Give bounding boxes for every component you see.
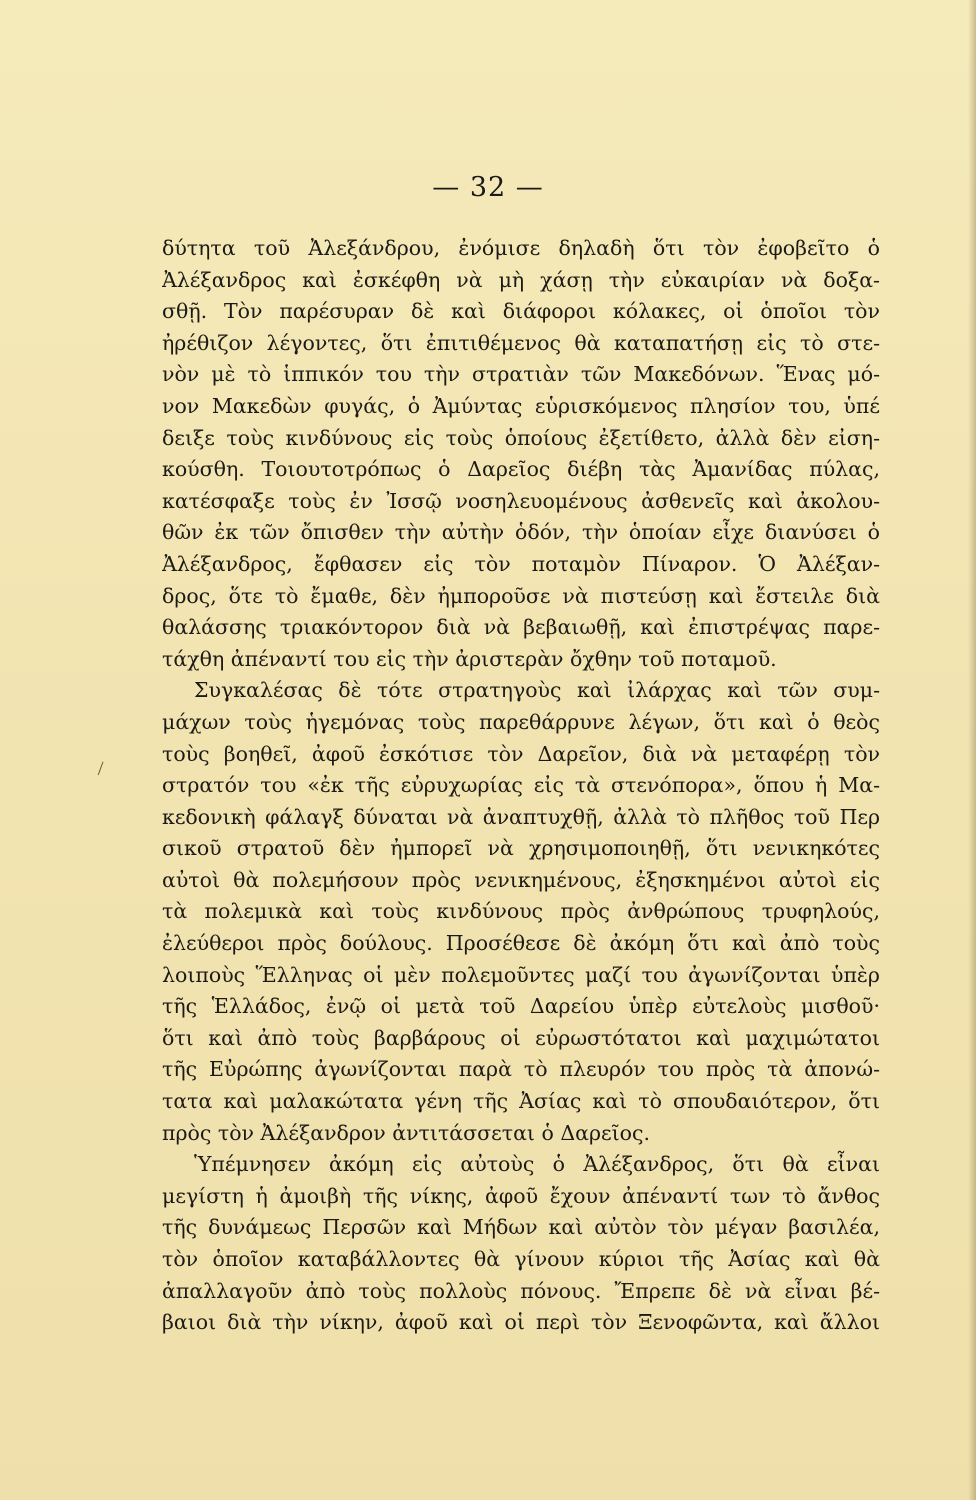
text-line: θαλάσσης τριακόντορον διὰ νὰ βεβαιωθῇ, καὶ ἐπιστρέψας παρε- — [162, 615, 880, 640]
text-line: πρὸς τὸν Ἀλέξανδρον ἀντιτάσσεται ὁ Δαρεῖος. — [162, 1120, 651, 1145]
margin-pencil-mark — [98, 762, 107, 777]
text-line: κατέσφαξε τοὺς ἐν Ἰσσῷ νοσηλευομένους ἀσθενεῖς καὶ ἀκολου- — [162, 488, 880, 513]
page-edge-shadow — [968, 0, 976, 1500]
text-line: μάχων τοὺς ἡγεμόνας τοὺς παρεθάρρυνε λέγων, ὅτι καὶ ὁ θεὸς — [162, 709, 880, 734]
text-line: θῶν ἐκ τῶν ὄπισθεν τὴν αὐτὴν ὁδόν, τὴν ὁποίαν εἶχε διανύσει ὁ — [162, 520, 880, 545]
text-line: νον Μακεδὼν φυγάς, ὁ Ἀμύντας εὑρισκόμενος πλησίον του, ὑπέ — [162, 393, 880, 418]
text-line: τῆς Εὐρώπης ἀγωνίζονται παρὰ τὸ πλευρόν του πρὸς τὰ ἀπονώ- — [162, 1057, 880, 1082]
text-line: στρατόν του «ἐκ τῆς εὐρυχωρίας εἰς τὰ στενόπορα», ὅπου ἡ Μα- — [162, 773, 880, 798]
text-line: νὸν μὲ τὸ ἱππικόν του τὴν στρατιὰν τῶν Μακεδόνων. Ἕνας μό- — [162, 362, 880, 387]
text-line: ἀπαλλαγοῦν ἀπὸ τοὺς πολλοὺς πόνους. Ἔπρεπε δὲ νὰ εἶναι βέ- — [162, 1278, 880, 1303]
text-line: τῆς Ἑλλάδος, ἐνῷ οἱ μετὰ τοῦ Δαρείου ὑπὲρ εὐτελοὺς μισθοῦ· — [162, 994, 880, 1019]
text-line: ἠρέθιζον λέγοντες, ὅτι ἐπιτιθέμενος θὰ καταπατήσῃ εἰς τὸ στε- — [162, 330, 880, 355]
text-line: κούσθη. Τοιουτοτρόπως ὁ Δαρεῖος διέβη τὰς Ἀμανίδας πύλας, — [162, 457, 880, 482]
text-line: τὰ πολεμικὰ καὶ τοὺς κινδύνους πρὸς ἀνθρώπους τρυφηλούς, — [162, 899, 880, 924]
text-line: λοιποὺς Ἕλληνας οἱ μὲν πολεμοῦντες μαζί του ἀγωνίζονται ὑπὲρ — [162, 962, 880, 987]
text-line: τοὺς βοηθεῖ, ἀφοῦ ἐσκότισε τὸν Δαρεῖον, διὰ νὰ μεταφέρῃ τὸν — [162, 741, 880, 766]
text-line: τατα καὶ μαλακώτατα γένη τῆς Ἀσίας καὶ τὸ σπουδαιότερον, ὅτι — [162, 1089, 880, 1114]
text-line: ὅτι καὶ ἀπὸ τοὺς βαρβάρους οἱ εὐρωστότατοι καὶ μαχιμώτατοι — [162, 1025, 880, 1050]
text-line: αὐτοὶ θὰ πολεμήσουν πρὸς νενικημένους, ἐξησκημένοι αὐτοὶ εἰς — [162, 867, 880, 892]
text-line: Ἀλέξανδρος, ἔφθασεν εἰς τὸν ποταμὸν Πίναρον. Ὁ Ἀλέξαν- — [162, 551, 880, 576]
text-line: Ὑπέμνησεν ἀκόμη εἰς αὐτοὺς ὁ Ἀλέξανδρος, ὅτι θὰ εἶναι — [194, 1152, 880, 1177]
text-line: τῆς δυνάμεως Περσῶν καὶ Μήδων καὶ αὐτὸν τὸν μέγαν βασιλέα, — [162, 1215, 880, 1240]
text-line: τάχθη ἀπέναντί του εἰς τὴν ἀριστερὰν ὄχθην τοῦ ποταμοῦ. — [162, 646, 777, 671]
text-line: δύτητα τοῦ Ἀλεξάνδρου, ἐνόμισε δηλαδὴ ὅτι τὸν ἐφοβεῖτο ὁ — [162, 236, 880, 260]
text-line: σθῇ. Τὸν παρέσυραν δὲ καὶ διάφοροι κόλακες, οἱ ὁποῖοι τὸν — [162, 299, 880, 324]
text-line: Συγκαλέσας δὲ τότε στρατηγοὺς καὶ ἰλάρχας καὶ τῶν συμ- — [194, 678, 880, 703]
text-line: Ἀλέξανδρος καὶ ἐσκέφθη νὰ μὴ χάσῃ τὴν εὐκαιρίαν νὰ δοξα- — [162, 267, 880, 292]
text-line: τὸν ὁποῖον καταβάλλοντες θὰ γίνουν κύριοι τῆς Ἀσίας καὶ θὰ — [162, 1247, 880, 1271]
body-text — [162, 233, 880, 1339]
page-number: — 32 — — [432, 172, 544, 203]
text-line: κεδονικὴ φάλαγξ δύναται νὰ ἀναπτυχθῇ, ἀλλὰ τὸ πλῆθος τοῦ Περ — [162, 804, 880, 829]
text-line: μεγίστη ἡ ἀμοιβὴ τῆς νίκης, ἀφοῦ ἔχουν ἀπέναντί των τὸ ἄνθος — [162, 1183, 880, 1208]
text-line: ἐλεύθεροι πρὸς δούλους. Προσέθεσε δὲ ἀκόμη ὅτι καὶ ἀπὸ τοὺς — [162, 931, 880, 956]
text-line: βαιοι διὰ τὴν νίκην, ἀφοῦ καὶ οἱ περὶ τὸν Ξενοφῶντα, καὶ ἄλλοι — [162, 1310, 880, 1335]
text-line: σικοῦ στρατοῦ δὲν ἠμπορεῖ νὰ χρησιμοποιηθῇ, ὅτι νενικηκότες — [162, 836, 880, 861]
text-line: δειξε τοὺς κινδύνους εἰς τοὺς ὁποίους ἐξετίθετο, ἀλλὰ δὲν εἰση- — [162, 425, 880, 450]
text-line: δρος, ὅτε τὸ ἔμαθε, δὲν ἠμποροῦσε νὰ πιστεύσῃ καὶ ἔστειλε διὰ — [162, 583, 880, 608]
